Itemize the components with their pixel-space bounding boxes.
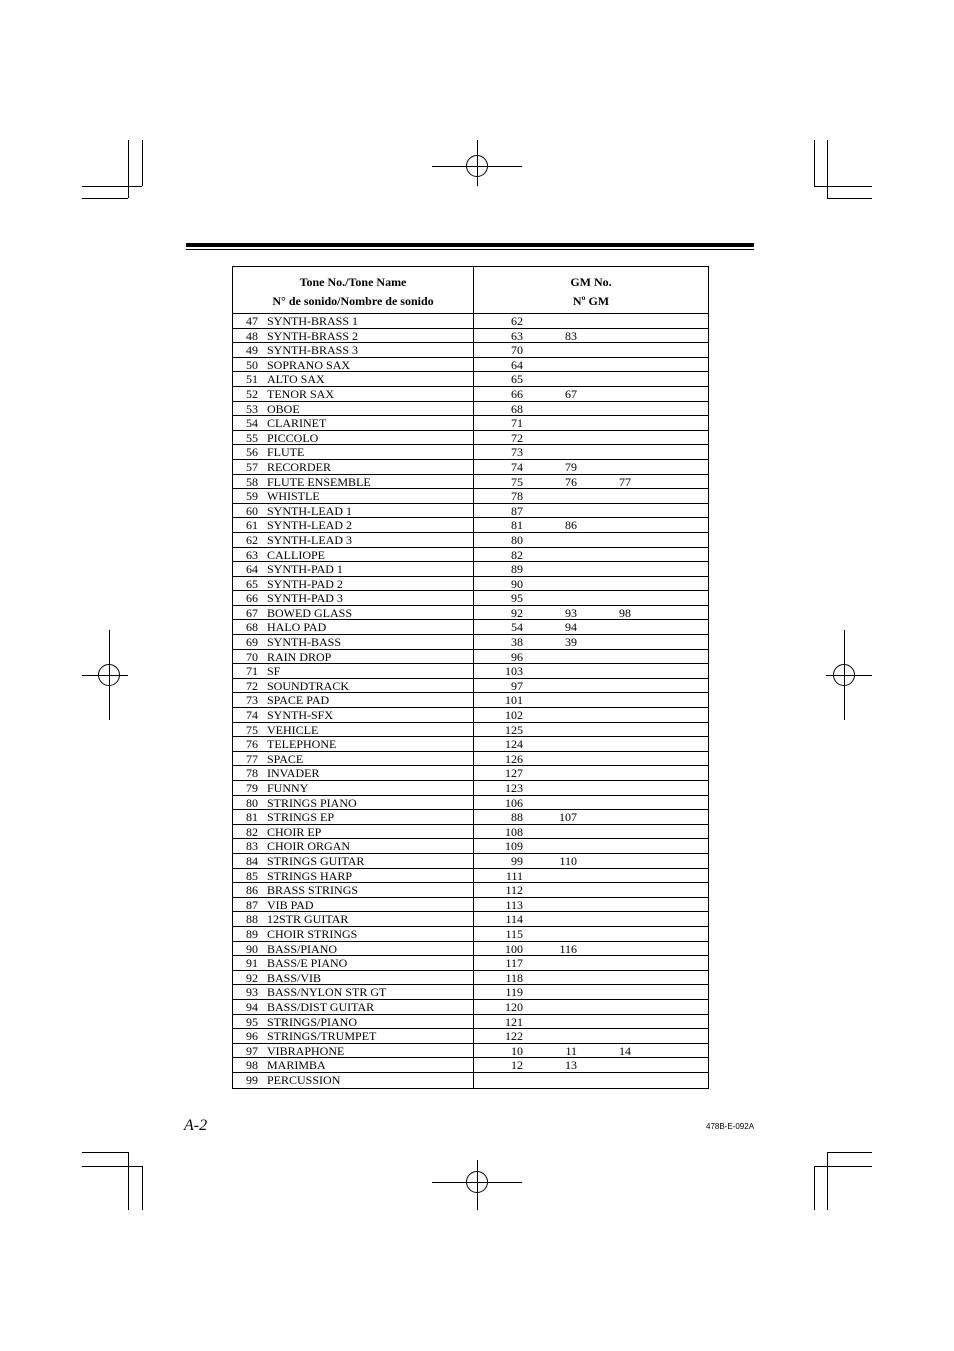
tone-number: 97	[246, 1043, 258, 1058]
tone-number: 74	[246, 708, 258, 723]
tone-name: SYNTH-PAD 1	[267, 562, 343, 577]
tone-name: BASS/NYLON STR GT	[267, 985, 387, 1000]
tone-name: BRASS STRINGS	[267, 883, 359, 898]
tone-number: 68	[246, 620, 258, 635]
table-row	[233, 416, 708, 431]
gm-number-2: 79	[565, 459, 577, 474]
tone-name: VEHICLE	[267, 722, 319, 737]
tone-number: 73	[246, 693, 258, 708]
table-row	[233, 314, 708, 329]
gm-number-1: 127	[505, 766, 523, 781]
gm-number-1: 82	[511, 547, 523, 562]
gm-number-2: 94	[565, 620, 577, 635]
tone-number: 71	[246, 664, 258, 679]
gm-number-2: 13	[565, 1058, 577, 1073]
tone-number: 49	[246, 343, 258, 358]
gm-number-1: 109	[505, 839, 523, 854]
tone-name: SF	[267, 664, 281, 679]
tone-name: CLARINET	[267, 416, 327, 431]
table-row	[233, 329, 708, 344]
header-rule-thick	[186, 243, 754, 247]
gm-number-1: 100	[505, 941, 523, 956]
tone-name: RAIN DROP	[267, 649, 332, 664]
tone-name: SYNTH-LEAD 3	[267, 532, 352, 547]
tone-number: 77	[246, 751, 258, 766]
tone-number: 90	[246, 941, 258, 956]
table-row	[233, 475, 708, 490]
tone-number: 99	[246, 1072, 258, 1087]
table-row	[233, 971, 708, 986]
table-row	[233, 1000, 708, 1015]
gm-number-1: 81	[511, 518, 523, 533]
tone-name: BOWED GLASS	[267, 605, 353, 620]
tone-name: VIBRAPHONE	[267, 1043, 345, 1058]
table-row	[233, 635, 708, 650]
table-row	[233, 650, 708, 665]
gm-number-3: 98	[619, 605, 631, 620]
table-row	[233, 752, 708, 767]
tone-number: 70	[246, 649, 258, 664]
gm-number-1: 103	[505, 664, 523, 679]
gm-number-1: 123	[505, 781, 523, 795]
table-row	[233, 533, 708, 548]
table-row	[233, 577, 708, 592]
tone-number: 52	[246, 386, 258, 401]
table-row	[233, 1058, 708, 1073]
tone-name: ALTO SAX	[267, 372, 325, 387]
gm-number-2: 76	[565, 474, 577, 489]
gm-number-1: 74	[511, 459, 523, 474]
tone-name: SOUNDTRACK	[267, 678, 350, 693]
table-row	[233, 664, 708, 679]
gm-number-2: 83	[565, 328, 577, 343]
tone-name: BASS/DIST GUITAR	[267, 999, 375, 1014]
table-row	[233, 518, 708, 533]
gm-number-1: 70	[511, 343, 523, 358]
gm-number-1: 73	[511, 445, 523, 460]
table-row	[233, 343, 708, 358]
gm-number-1: 95	[511, 591, 523, 606]
gm-number-1: 72	[511, 430, 523, 445]
gm-number-1: 102	[505, 708, 523, 723]
gm-number-1: 106	[505, 795, 523, 810]
gm-number-2: 39	[565, 635, 577, 650]
tone-name: STRINGS EP	[267, 810, 335, 825]
tone-name: 12STR GUITAR	[267, 912, 349, 927]
gm-number-1: 126	[505, 751, 523, 766]
tone-number: 89	[246, 926, 258, 941]
tone-name: SYNTH-LEAD 1	[267, 503, 352, 518]
gm-number-1: 120	[505, 999, 523, 1014]
gm-number-1: 10	[511, 1043, 523, 1058]
tone-name: TENOR SAX	[267, 386, 335, 401]
gm-number-2: 116	[559, 941, 577, 956]
table-row	[233, 781, 708, 796]
tone-number: 56	[246, 445, 258, 460]
tone-number: 62	[246, 532, 258, 547]
gm-number-1: 112	[505, 883, 523, 898]
table-row	[233, 825, 708, 840]
tone-name: STRINGS/PIANO	[267, 1014, 358, 1029]
tone-number: 78	[246, 766, 258, 781]
gm-number-1: 118	[505, 970, 523, 985]
tone-name: PICCOLO	[267, 430, 319, 445]
tone-name: CHOIR ORGAN	[267, 839, 351, 854]
gm-number-1: 119	[505, 985, 523, 1000]
table-row	[233, 679, 708, 694]
tone-name: CHOIR EP	[267, 824, 322, 839]
header-gm-label: GM No.	[570, 275, 612, 289]
gm-number-2: 67	[565, 386, 577, 401]
tone-number: 60	[246, 503, 258, 518]
tone-number: 81	[246, 810, 258, 825]
tone-name: FLUTE ENSEMBLE	[267, 474, 371, 489]
header-gm-label-es: Nº GM	[572, 294, 610, 308]
tone-table	[232, 266, 709, 1089]
tone-number: 93	[246, 985, 258, 1000]
tone-name: STRINGS PIANO	[267, 795, 357, 810]
tone-number: 87	[246, 897, 258, 912]
tone-number: 54	[246, 416, 258, 431]
tone-number: 47	[246, 314, 258, 328]
gm-number-1: 101	[505, 693, 523, 708]
tone-number: 58	[246, 474, 258, 489]
gm-number-1: 108	[505, 824, 523, 839]
gm-number-1: 78	[511, 489, 523, 504]
gm-number-2: 93	[565, 605, 577, 620]
tone-number: 65	[246, 576, 258, 591]
table-row	[233, 737, 708, 752]
table-row	[233, 708, 708, 723]
gm-number-1: 12	[511, 1058, 523, 1073]
header-tone-label: Tone No./Tone Name	[299, 275, 407, 289]
tone-number: 92	[246, 970, 258, 985]
tone-number: 85	[246, 868, 258, 883]
gm-number-2: 110	[559, 853, 577, 868]
tone-number: 86	[246, 883, 258, 898]
table-row	[233, 796, 708, 811]
table-row	[233, 1073, 708, 1088]
tone-number: 79	[246, 781, 258, 795]
table-row	[233, 562, 708, 577]
tone-name: SYNTH-BRASS 1	[267, 314, 359, 328]
tone-number: 76	[246, 737, 258, 752]
tone-name: RECORDER	[267, 459, 332, 474]
gm-number-1: 114	[505, 912, 523, 927]
table-row	[233, 431, 708, 446]
table-row	[233, 504, 708, 519]
gm-number-2: 107	[559, 810, 577, 825]
gm-number-1: 122	[505, 1029, 523, 1044]
tone-name: MARIMBA	[267, 1058, 326, 1073]
tone-name: CALLIOPE	[267, 547, 325, 562]
table-row	[233, 606, 708, 621]
table-row	[233, 1015, 708, 1030]
table-row	[233, 810, 708, 825]
tone-number: 64	[246, 562, 258, 577]
table-row	[233, 693, 708, 708]
gm-number-1: 113	[505, 897, 523, 912]
tone-number: 57	[246, 459, 258, 474]
table-row	[233, 927, 708, 942]
tone-number: 51	[246, 372, 258, 387]
tone-name: FLUTE	[267, 445, 305, 460]
gm-number-1: 92	[511, 605, 523, 620]
gm-number-1: 89	[511, 562, 523, 577]
gm-number-1: 87	[511, 503, 523, 518]
table-row	[233, 620, 708, 635]
tone-name: SYNTH-BRASS 3	[267, 343, 359, 358]
table-row	[233, 372, 708, 387]
tone-name: STRINGS GUITAR	[267, 853, 365, 868]
tone-name: SPACE PAD	[267, 693, 330, 708]
gm-number-1: 90	[511, 576, 523, 591]
tone-number: 96	[246, 1029, 258, 1044]
gm-number-1: 99	[511, 853, 523, 868]
gm-number-1: 68	[511, 401, 523, 416]
tone-name: SYNTH-SFX	[267, 708, 334, 723]
gm-number-2: 11	[565, 1043, 577, 1058]
header-rule-thin	[186, 249, 754, 250]
tone-number: 55	[246, 430, 258, 445]
tone-number: 66	[246, 591, 258, 606]
gm-number-1: 54	[511, 620, 523, 635]
gm-number-1: 65	[511, 372, 523, 387]
table-row	[233, 402, 708, 417]
tone-name: SYNTH-PAD 2	[267, 576, 343, 591]
header-tone-label-es: N° de sonido/Nombre de sonido	[272, 294, 434, 308]
tone-number: 82	[246, 824, 258, 839]
table-row	[233, 839, 708, 854]
tone-number: 88	[246, 912, 258, 927]
tone-name: SOPRANO SAX	[267, 357, 351, 372]
tone-number: 67	[246, 605, 258, 620]
table-row	[233, 766, 708, 781]
table-row	[233, 358, 708, 373]
table-row	[233, 869, 708, 884]
tone-number: 91	[246, 956, 258, 971]
tone-name: FUNNY	[267, 781, 309, 795]
gm-number-1: 88	[511, 810, 523, 825]
table-row	[233, 985, 708, 1000]
gm-number-1: 62	[511, 314, 523, 328]
table-row	[233, 956, 708, 971]
tone-number: 83	[246, 839, 258, 854]
table-row	[233, 854, 708, 869]
tone-name: VIB PAD	[267, 897, 314, 912]
tone-name: OBOE	[267, 401, 300, 416]
tone-name: WHISTLE	[267, 489, 320, 504]
tone-number: 75	[246, 722, 258, 737]
gm-number-1: 121	[505, 1014, 523, 1029]
gm-number-1: 117	[505, 956, 523, 971]
gm-number-1: 71	[511, 416, 523, 431]
gm-number-1: 80	[511, 532, 523, 547]
page-number: A-2	[184, 1117, 208, 1134]
tone-name: CHOIR STRINGS	[267, 926, 358, 941]
gm-number-1: 66	[511, 386, 523, 401]
gm-number-1: 125	[505, 722, 523, 737]
tone-number: 95	[246, 1014, 258, 1029]
table-row	[233, 387, 708, 402]
table-row	[233, 723, 708, 738]
tone-name: PERCUSSION	[267, 1072, 341, 1087]
table-body	[233, 314, 708, 1087]
table-row	[233, 460, 708, 475]
gm-number-1: 124	[505, 737, 523, 752]
table-row	[233, 942, 708, 957]
tone-name: SYNTH-PAD 3	[267, 591, 343, 606]
table-row	[233, 548, 708, 563]
tone-name: SYNTH-LEAD 2	[267, 518, 352, 533]
table-row	[233, 591, 708, 606]
gm-number-3: 77	[619, 474, 631, 489]
document-code: 478B-E-092A	[706, 1122, 755, 1131]
gm-number-1: 63	[511, 328, 523, 343]
table-row	[233, 1044, 708, 1059]
tone-number: 53	[246, 401, 258, 416]
gm-number-1: 115	[505, 926, 523, 941]
tone-number: 94	[246, 999, 258, 1014]
header-gm-column	[474, 267, 708, 314]
tone-number: 72	[246, 678, 258, 693]
gm-number-1: 97	[511, 678, 523, 693]
tone-name: STRINGS/TRUMPET	[267, 1029, 377, 1044]
tone-name: SYNTH-BASS	[267, 635, 342, 650]
gm-number-1: 38	[511, 635, 523, 650]
tone-name: SYNTH-BRASS 2	[267, 328, 359, 343]
tone-name: HALO PAD	[267, 620, 327, 635]
table-row	[233, 489, 708, 504]
tone-name: BASS/E PIANO	[267, 956, 348, 971]
tone-number: 69	[246, 635, 258, 650]
gm-number-3: 14	[619, 1043, 631, 1058]
tone-name: SPACE	[267, 751, 304, 766]
header-tone-column	[233, 267, 473, 314]
gm-number-1: 96	[511, 649, 523, 664]
table-row	[233, 883, 708, 898]
gm-number-1: 64	[511, 357, 523, 372]
tone-name: STRINGS HARP	[267, 868, 353, 883]
tone-number: 84	[246, 853, 258, 868]
gm-number-2: 86	[565, 518, 577, 533]
tone-number: 50	[246, 357, 258, 372]
table-row	[233, 898, 708, 913]
tone-number: 48	[246, 328, 258, 343]
table-header	[233, 267, 708, 314]
tone-name: INVADER	[267, 766, 320, 781]
gm-number-1: 75	[511, 474, 523, 489]
tone-number: 98	[246, 1058, 258, 1073]
table-row	[233, 445, 708, 460]
tone-name: BASS/VIB	[267, 970, 322, 985]
tone-number: 59	[246, 489, 258, 504]
tone-number: 80	[246, 795, 258, 810]
tone-name: TELEPHONE	[267, 737, 337, 752]
table-row	[233, 912, 708, 927]
tone-number: 61	[246, 518, 258, 533]
tone-number: 63	[246, 547, 258, 562]
table-row	[233, 1029, 708, 1044]
gm-number-1: 111	[505, 868, 523, 883]
tone-name: BASS/PIANO	[267, 941, 338, 956]
